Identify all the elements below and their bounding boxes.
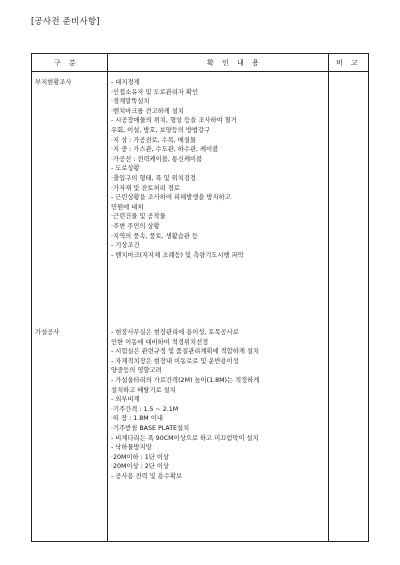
content-line: ·기주간격 : 1.5 ~ 2.1M <box>111 405 179 413</box>
content-line: - 도로상황 <box>111 165 140 173</box>
content-line: ·경계말뚝설치 <box>111 98 150 106</box>
content-line: - 낙하물방지망 <box>111 444 152 452</box>
content-line: 민원에 대처 <box>111 203 144 211</box>
content-line: 우회, 이설, 방호, 보양등의 방법강구 <box>111 126 211 134</box>
content-line: - 외부비계 <box>111 396 140 404</box>
content-line: ·출입구의 형태, 폭 및 위치검정 <box>111 174 197 182</box>
content-line: - 시험실은 관련규정 및 품질관리계획에 적합하게 설치 <box>111 348 260 356</box>
content-line: ·20M이하 : 1단 이상 <box>111 453 169 461</box>
content-line: - 비계다리는 폭 90CM이상으로 하고 미끄럼막이 설치 <box>111 434 259 442</box>
content-line: ·인접소유자 및 도로관리자 확인 <box>111 88 199 96</box>
table-header-row <box>32 54 368 72</box>
content-line: ·지 중 : 가스관, 수도관, 하수관, 케이블 <box>111 146 219 154</box>
content-line: 양중등의 영향고려 <box>111 367 162 375</box>
category-site-survey: 부지현황조사 <box>35 79 72 86</box>
header-content: 확 인 내 용 <box>207 59 259 67</box>
document-title: [공사전 준비사항] <box>31 17 100 27</box>
content-line: 인한 이동에 대비하여 적정위치선정 <box>111 338 209 346</box>
column-divider-2 <box>328 54 329 541</box>
preparation-table <box>31 53 369 542</box>
content-line: - 대지경계 <box>111 79 140 86</box>
content-temporary-works <box>111 328 259 482</box>
content-line: - 현장사무실은 현장관리에 용이성, 토목공사로 <box>111 329 239 336</box>
content-line: - 벤치마크(지자체 조례등) 및 측량기도시행 파악 <box>111 251 244 259</box>
content-site-survey <box>111 78 244 260</box>
content-line: 설치하고 배탈기로 설치 <box>111 386 176 394</box>
content-line: - 자재적치장은 현장내 이동로로 및 운반용이성 <box>111 357 239 365</box>
category-temporary-works: 가설공사 <box>35 329 60 336</box>
content-line: - 공사용 전력 및 용수확보 <box>111 472 183 480</box>
content-line: ·지 상 : 가공전로, 수목, 매설물 <box>111 136 197 144</box>
content-line: ·근린건물 및 공작물 <box>111 213 166 221</box>
content-line: - 근린상황을 조사하여 피해발생을 방지하고 <box>111 194 231 202</box>
content-line: ·지역의 풍속, 풍토, 생활습관 등 <box>111 232 199 240</box>
content-line: - 시공장애물의 위치, 형상 등을 조사하여 철거 <box>111 117 237 125</box>
content-line: ·기주받침 BASE PLATE설치 <box>111 424 190 432</box>
content-line: ·가자재 및 잔토처리 경로 <box>111 184 180 192</box>
content-line: - 가설울타리의 가로간격(2M) 높이(1.8M)는 적정하게 <box>111 376 260 384</box>
column-divider-1 <box>107 54 108 541</box>
content-line: ·띠 장 : 1.8M 이내 <box>111 415 163 423</box>
content-line: ·벤치마크를 견고하게 설치 <box>111 107 184 115</box>
header-category: 구 분 <box>54 59 76 67</box>
content-line: ·주변 주민의 상황 <box>111 222 160 230</box>
header-remarks: 비 고 <box>336 59 358 67</box>
content-line: ·20M이상 : 2단 이상 <box>111 463 169 471</box>
content-line: ·가공선 : 전력케이블, 통신케이블 <box>111 155 203 163</box>
content-line: - 기상조건 <box>111 242 140 250</box>
